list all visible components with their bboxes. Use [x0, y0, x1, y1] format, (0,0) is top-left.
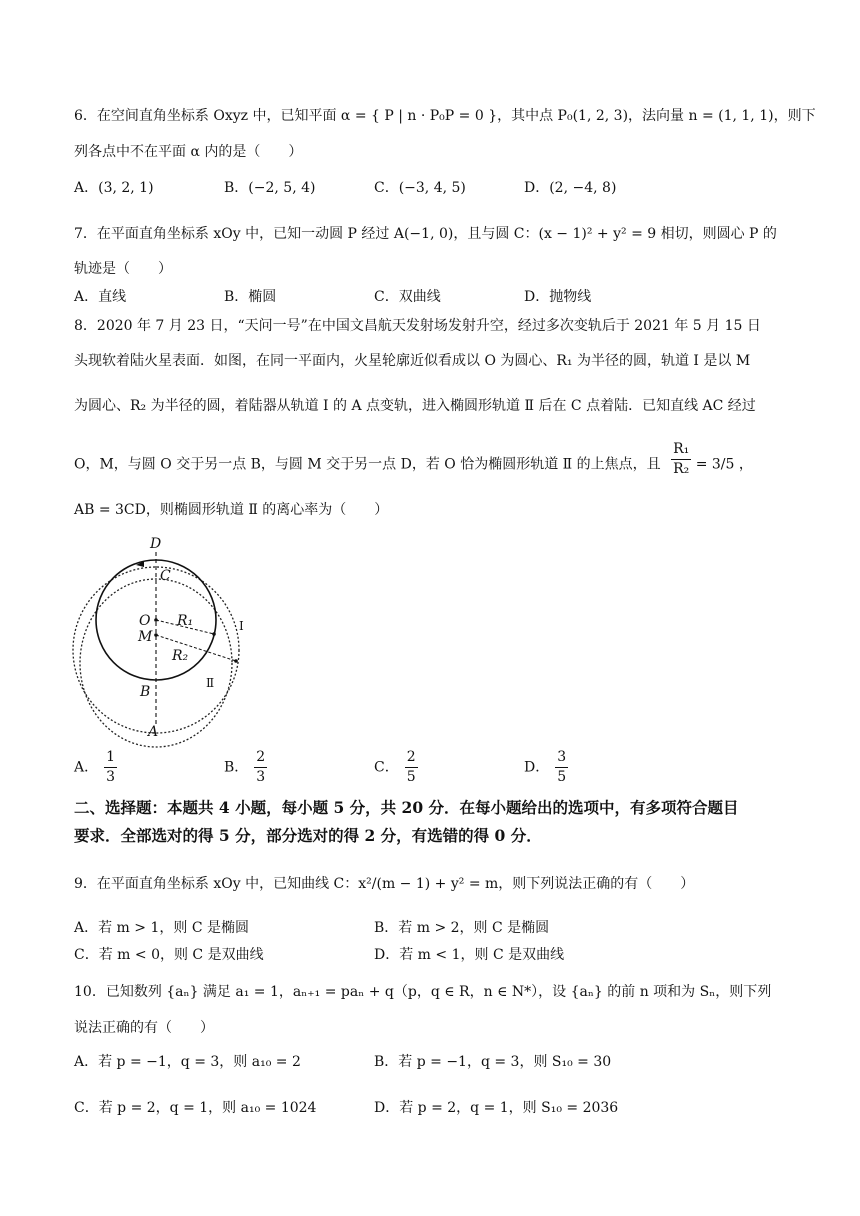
- label-r2: R₂: [172, 648, 189, 664]
- q9-option-c[interactable]: C．若 m < 0，则 C 是双曲线: [74, 947, 264, 963]
- q8-stem-line4-text: O，M，与圆 O 交于另一点 B，与圆 M 交于另一点 D，若 O 恰为椭圆形轨道 Ⅱ 的上焦点，且: [74, 456, 661, 473]
- radius-r2-line: [156, 635, 236, 661]
- q10-stem-line1: 10．已知数列 {aₙ} 满足 a₁ = 1，aₙ₊₁ = paₙ + q（p，q ∈ R，n ∈ N*），设 {aₙ} 的前 n 项和为 Sₙ，则下列: [74, 984, 772, 1000]
- fraction-numerator: 2: [405, 748, 418, 768]
- label-d: D: [150, 536, 162, 552]
- point-o: [154, 618, 158, 622]
- q9-stem: 9．在平面直角坐标系 xOy 中，已知曲线 C：x²/(m − 1) + y² = m，则下列说法正确的有（ ）: [74, 876, 695, 892]
- section-two-heading-line1: 二、选择题：本题共 4 小题，每小题 5 分，共 20 分．在每小题给出的选项中，有多项符合题目: [74, 798, 739, 817]
- q10-option-d[interactable]: D．若 p = 2，q = 1，则 S₁₀ = 2036: [374, 1100, 619, 1116]
- mars-orbit-diagram: [70, 530, 260, 770]
- r1-over-r2-fraction: [671, 440, 691, 479]
- q8-stem-line3: 为圆心、R₂ 为半径的圆，着陆器从轨道 Ⅰ 的 A 点变轨，进入椭圆形轨道 Ⅱ 后在 C 点着陆．已知直线 AC 经过: [74, 398, 756, 414]
- q6-option-a[interactable]: A．(3, 2, 1): [74, 180, 154, 196]
- label-c: C: [160, 568, 171, 584]
- label-b: B: [140, 684, 151, 700]
- option-fraction: [104, 748, 117, 787]
- label-a: A: [148, 724, 159, 740]
- q10-option-b[interactable]: B．若 p = −1，q = 3，则 S₁₀ = 30: [374, 1054, 612, 1070]
- q7-stem-line1: 7．在平面直角坐标系 xOy 中，已知一动圆 P 经过 A(−1, 0)，且与圆 C：(x − 1)² + y² = 9 相切，则圆心 P 的: [74, 226, 777, 242]
- q7-option-a[interactable]: A．直线: [74, 289, 127, 305]
- point-m: [154, 633, 158, 637]
- label-o: O: [139, 613, 151, 629]
- option-letter: D．: [524, 759, 550, 776]
- q6-option-b[interactable]: B．(−2, 5, 4): [224, 180, 316, 196]
- q8-option-d[interactable]: [524, 748, 568, 787]
- option-fraction: [405, 748, 418, 787]
- section-two-heading-line2: 要求．全部选对的得 5 分，部分选对的得 2 分，有选错的得 0 分．: [74, 826, 542, 845]
- q10-stem-line2: 说法正确的有（ ）: [74, 1020, 214, 1036]
- q9-option-b[interactable]: B．若 m > 2，则 C 是椭圆: [374, 920, 550, 936]
- q8-option-b[interactable]: [224, 748, 267, 787]
- point-r1-end: [212, 632, 216, 636]
- point-r2-end: [234, 659, 238, 663]
- fraction-numerator: R₁: [671, 440, 691, 460]
- label-r1: R₁: [177, 613, 194, 629]
- q10-option-c[interactable]: C．若 p = 2，q = 1，则 a₁₀ = 1024: [74, 1100, 317, 1116]
- q6-option-d[interactable]: D．(2, −4, 8): [524, 180, 617, 196]
- q6-stem-line2: 列各点中不在平面 α 内的是（ ）: [74, 144, 303, 160]
- q7-option-c[interactable]: C．双曲线: [374, 289, 441, 305]
- q8-option-c[interactable]: [374, 748, 418, 787]
- option-fraction: [254, 748, 267, 787]
- q7-stem-line2: 轨迹是（ ）: [74, 261, 172, 277]
- q8-stem-line4-tail: = 3/5 ，: [695, 456, 753, 473]
- label-orbit-one: Ⅰ: [239, 619, 244, 633]
- q9-option-a[interactable]: A．若 m > 1，则 C 是椭圆: [74, 920, 249, 936]
- fraction-denominator: 5: [557, 769, 567, 785]
- q8-stem-line4: [74, 441, 753, 479]
- q6-option-c[interactable]: C．(−3, 4, 5): [374, 180, 466, 196]
- q6-stem-line1: 6．在空间直角坐标系 Oxyz 中，已知平面 α = { P | n · P₀P = 0 }，其中点 P₀(1, 2, 3)，法向量 n = (1, 1, 1)，则下: [74, 108, 816, 124]
- option-letter: A．: [74, 759, 99, 776]
- fraction-denominator: 3: [106, 769, 116, 785]
- fraction-numerator: 1: [104, 748, 117, 768]
- q7-option-b[interactable]: B．椭圆: [224, 289, 277, 305]
- q9-option-d[interactable]: D．若 m < 1，则 C 是双曲线: [374, 947, 565, 963]
- q8-stem-line1: 8．2020 年 7 月 23 日，“天问一号”在中国文昌航天发射场发射升空，经过多次变轨后于 2021 年 5 月 15 日: [74, 318, 761, 334]
- fraction-numerator: 3: [555, 748, 568, 768]
- fraction-denominator: 3: [256, 769, 266, 785]
- q10-option-a[interactable]: A．若 p = −1，q = 3，则 a₁₀ = 2: [74, 1054, 301, 1070]
- option-letter: C．: [374, 759, 399, 776]
- q8-option-a[interactable]: [74, 748, 117, 787]
- label-orbit-two: Ⅱ: [206, 676, 215, 690]
- fraction-denominator: 5: [406, 769, 416, 785]
- q8-stem-line5: AB = 3CD，则椭圆形轨道 Ⅱ 的离心率为（ ）: [74, 502, 389, 518]
- option-letter: B．: [224, 759, 249, 776]
- fraction-numerator: 2: [254, 748, 267, 768]
- q7-option-d[interactable]: D．抛物线: [524, 289, 592, 305]
- fraction-denominator: R₂: [673, 461, 690, 477]
- option-fraction: [555, 748, 568, 787]
- label-m: M: [138, 629, 153, 645]
- q8-stem-line2: 头现软着陆火星表面．如图，在同一平面内，火星轮廓近似看成以 O 为圆心、R₁ 为半径的圆，轨道 Ⅰ 是以 M: [74, 353, 751, 369]
